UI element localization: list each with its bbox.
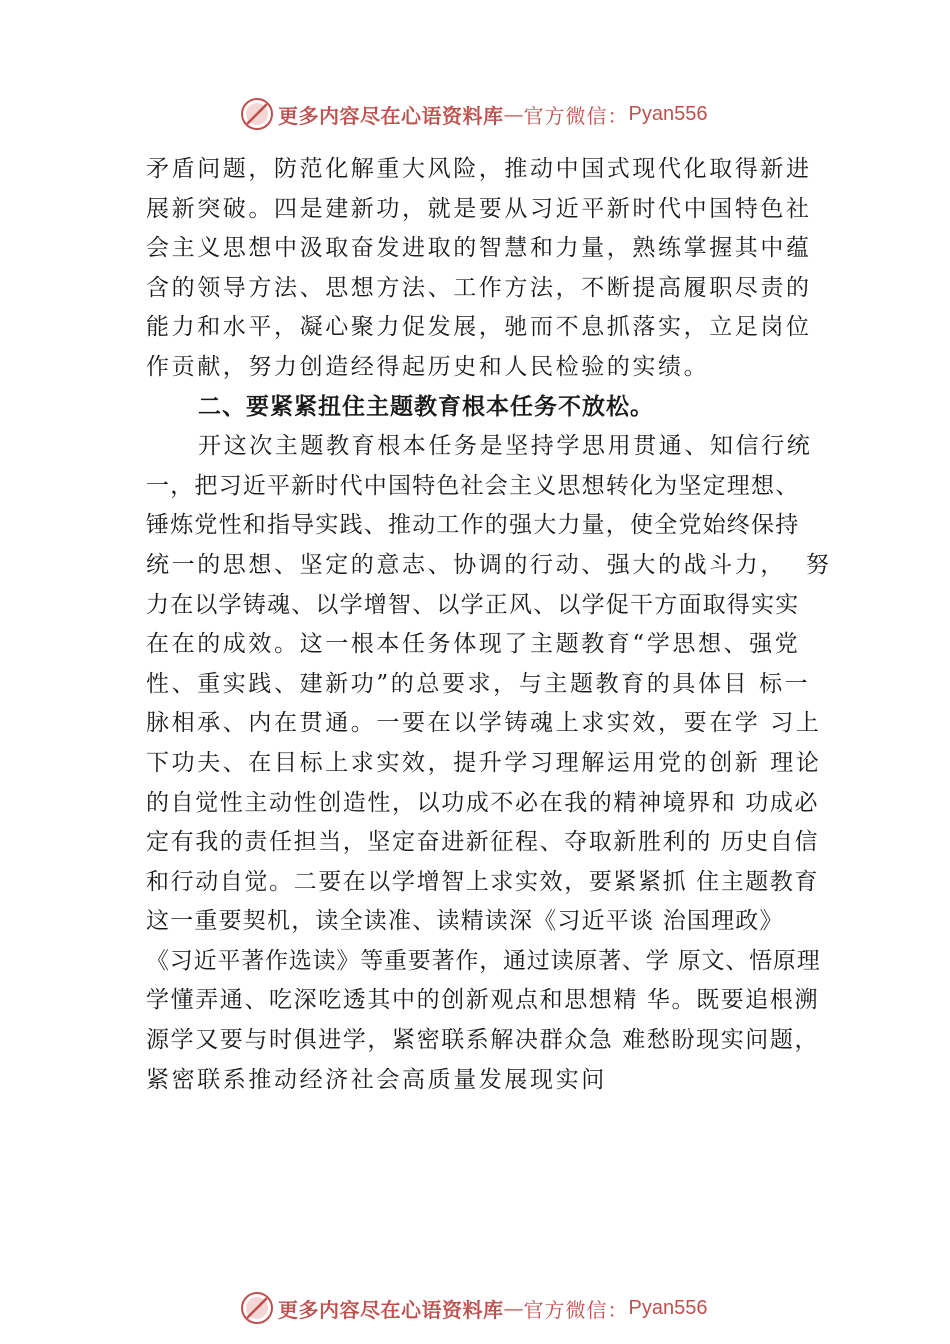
text-line: 开这次主题教育根本任务是坚持学思用贯通、知信行统	[198, 433, 813, 460]
text-line: 学懂弄通、吃深吃透其中的创新观点和思想精 华。既要追根溯	[146, 987, 820, 1014]
text-line: 统一的思想、坚定的意志、协调的行动、强大的战斗力， 努	[146, 551, 832, 578]
text-line: 作贡献，努力创造经得起历史和人民检验的实绩。	[146, 353, 710, 380]
text-line: 和行动自觉。二要在以学增智上求实效，要紧紧抓 住主题教育	[146, 868, 820, 895]
section-heading	[146, 388, 846, 428]
text-line: 定有我的责任担当，坚定奋进新征程、夺取新胜利的 历史自信	[146, 829, 820, 856]
brand-name: 更多内容尽在心语资料库	[278, 103, 504, 128]
text-line: 性、重实践、建新功”的总要求，与主题教育的具体目 标一	[146, 670, 811, 697]
text-line: 《习近平著作选读》等重要著作，通过读原著、学 原文、悟原理	[146, 947, 821, 974]
quill-seal-icon	[240, 1291, 274, 1325]
document-body	[146, 150, 846, 1100]
text-line: 锤炼党性和指导实践、推动工作的强大力量，使全党始终保持	[146, 512, 800, 539]
official-wechat-label: 官方微信：	[523, 1297, 629, 1322]
text-line: 的自觉性主动性创造性，以功成不必在我的精神境界和 功成必	[146, 789, 820, 816]
text-line: 含的领导方法、思想方法、工作方法，不断提高履职尽责的	[146, 274, 812, 301]
text-line: 下功夫、在目标上求实效，提升学习理解运用党的创新 理论	[146, 749, 822, 776]
official-wechat-label: 官方微信：	[523, 103, 629, 128]
text-line: 脉相承、内在贯通。一要在以学铸魂上求实效，要在学 习上	[146, 710, 822, 737]
text-line: 能力和水平，凝心聚力促发展，驰而不息抓落实，立足岗位	[146, 314, 812, 341]
text-line: 源学又要与时俱进学，紧密联系解决群众急 难愁盼现实问题，	[146, 1027, 820, 1054]
brand-name: 更多内容尽在心语资料库	[278, 1297, 504, 1322]
heading-text: 二、要紧紧扭住主题教育根本任务不放松。	[198, 393, 654, 420]
text-line: 一，把习近平新时代中国特色社会主义思想转化为坚定理想、	[146, 472, 800, 499]
separator-dash: —	[503, 1296, 524, 1320]
text-line: 这一重要契机，读全读准、读精读深《习近平谈 治国理政》	[146, 908, 784, 935]
text-line: 在在的成效。这一根本任务体现了主题教育“学思想、强党	[146, 631, 801, 658]
text-line: 力在以学铸魂、以学增智、以学正风、以学促干方面取得实实	[146, 591, 800, 618]
wechat-id: Pyan556	[628, 102, 708, 125]
paragraph-1	[146, 150, 846, 388]
quill-seal-icon	[240, 97, 274, 131]
header-banner	[240, 96, 760, 132]
footer-banner	[240, 1290, 760, 1326]
text-line: 紧密联系推动经济社会高质量发展现实问	[146, 1066, 607, 1093]
separator-dash: —	[503, 102, 524, 126]
text-line: 会主义思想中汲取奋发进取的智慧和力量，熟练掌握其中蕴	[146, 235, 812, 262]
text-line: 展新突破。四是建新功，就是要从习近平新时代中国特色社	[146, 195, 812, 222]
wechat-id: Pyan556	[628, 1296, 708, 1319]
paragraph-2	[146, 427, 846, 1100]
text-line: 矛盾问题，防范化解重大风险，推动中国式现代化取得新进	[146, 156, 812, 182]
